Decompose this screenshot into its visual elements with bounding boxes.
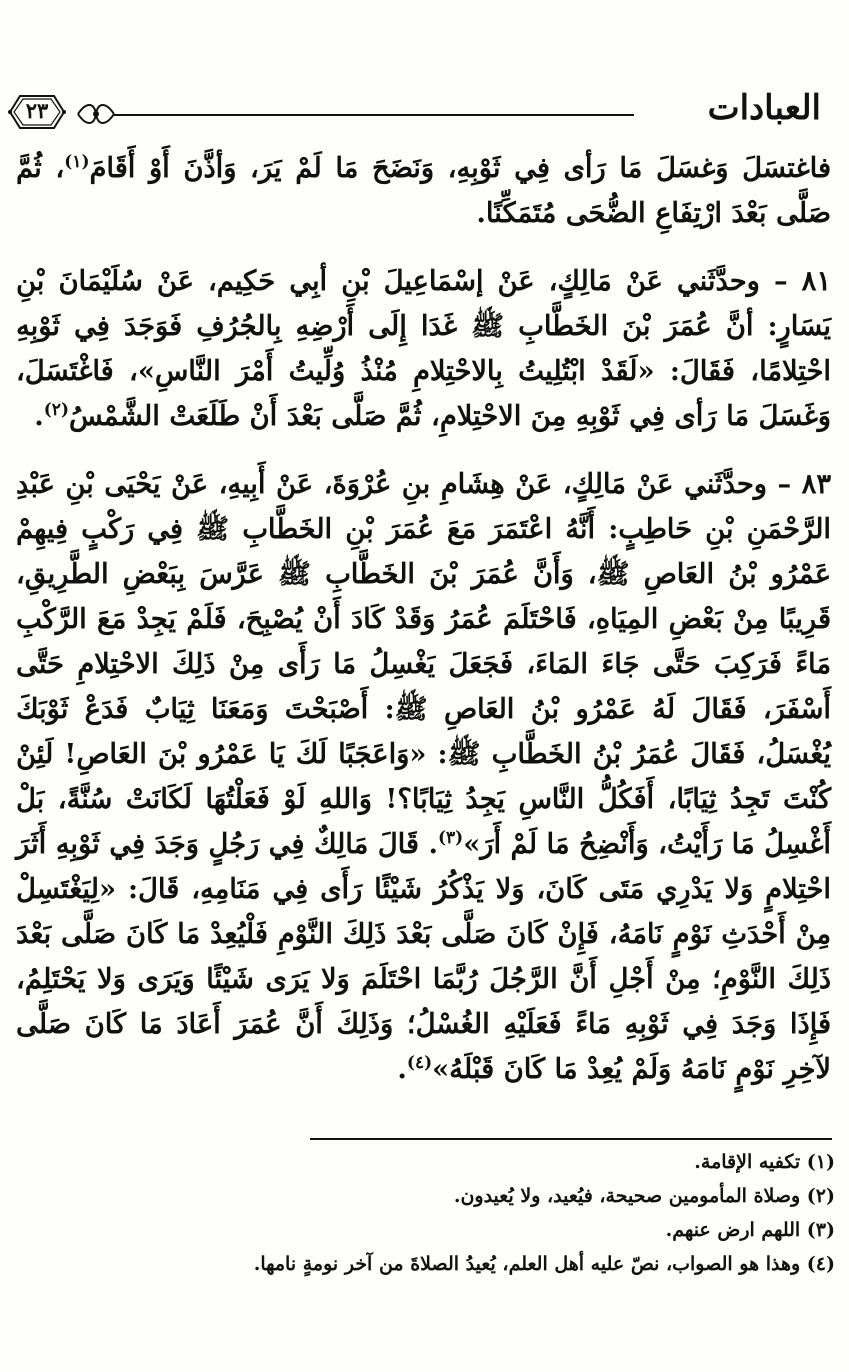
paragraph-text-end: .: [397, 1053, 407, 1085]
main-text: [16, 146, 831, 1092]
paragraph-text: فاغتسَلَ وَغسَلَ مَا رَأى فِي ثَوْبِهِ، وَنَضَحَ مَا لَمْ يَرَ، وَأذَّنَ أَوْ أَقَامَ: [89, 152, 831, 184]
footnote-2: (٢) وصلاة المأمومين صحيحة، فيُعيد، ولا يُعيدون.: [453, 1185, 835, 1207]
paragraph-text-tail: .: [34, 400, 44, 432]
footnotes: [30, 1145, 835, 1281]
paragraph-81: [16, 259, 831, 439]
paragraph-83: [16, 462, 831, 1092]
footnote-ref[interactable]: (١): [64, 151, 90, 172]
footnote-3: (٣) اللهم ارض عنهم.: [665, 1219, 835, 1241]
page-header: [6, 88, 821, 140]
flourish-icon: [76, 98, 116, 130]
footnote-ref[interactable]: (٢): [43, 399, 69, 420]
paragraph-text-tail: ، ثُمَّ صَلَّى بَعْدَ ارْتِفَاعِ الضُّحَى مُتَمَكِّنًا.: [16, 152, 831, 229]
paragraph-1: [16, 146, 831, 236]
header-rule: [114, 114, 634, 116]
paragraph-text-tail: . قَالَ مَالِكٌ فِي رَجُلٍ وَجَدَ فِي ثَوْبِهِ أَثَرَ احْتِلامٍ وَلا يَدْرِي مَتَى كَانَ، وَلا يَذْكُرُ شَيْئًا رَأَى فِي مَنَامِهِ، قَالَ: «لِيَغْتَسِلْ مِنْ أَحْدَثِ نَوْمٍ نَامَهُ، فَإِنْ كَانَ صَلَّى بَعْدَ ذَلِكَ النَّوْمِ فَلْيُعِدْ مَا كَانَ صَلَّى بَعْدَ ذَلِكَ النَّوْمِ؛ مِنْ أَجْلِ أَنَّ الرَّجُلَ رُبَّمَا احْتَلَمَ وَلا يَرَى شَيْئًا وَيَرَى وَلا يَحْتَلِمُ، فَإِذَا وَجَدَ فِي ثَوْبِهِ مَاءً فَعَلَيْهِ الغُسْلُ؛ وَذَلِكَ أَنَّ عُمَرَ أَعَادَ مَا كَانَ صَلَّى لآخِرِ نَوْمٍ نَامَهُ وَلَمْ يُعِدْ مَا كَانَ قَبْلَهُ»: [16, 828, 831, 1085]
paragraph-text: ٨١ – وحدَّثَني عَنْ مَالِكٍ، عَنْ إسْمَاعِيلَ بْنِ أبِي حَكِيم، عَنْ سُلَيْمَانَ بْنِ يَسَارٍ: أنَّ عُمَرَ بْنَ الخَطَّابِ ﷺ غَدَا إِلَى أَرْضِهِ بِالجُرُفِ فَوَجَدَ فِي ثَوْبِهِ احْتِلامًا، فَقَالَ: «لَقَدْ ابْتُلِيتُ بِالاحْتِلامِ مُنْذُ وُلِّيتُ أَمْرَ النَّاسِ»، فَاغْتَسَلَ، وَغَسَلَ مَا رَأى فِي ثَوْبِهِ مِنَ الاحْتِلامِ، ثُمَّ صَلَّى بَعْدَ أَنْ طَلَعَتْ الشَّمْسُ: [16, 265, 831, 432]
footnote-ref[interactable]: (٣): [437, 827, 464, 848]
paragraph-text: ٨٣ – وحدَّثَني عَنْ مَالِكٍ، عَنْ هِشَامِ بنِ عُرْوَةَ، عَنْ أَبِيهِ، عَنْ يَحْيَى بْنِ عَبْدِ الرَّحْمَنِ بْنِ حَاطِبٍ: أَنَّهُ اعْتَمَرَ مَعَ عُمَرَ بْنِ الخَطَّابِ ﷺ فِي رَكْبٍ فِيهِمْ عَمْرُو بْنُ العَاصِ ﷺ، وَأَنَّ عُمَرَ بْنَ الخَطَّابِ ﷺ عَرَّسَ بِبَعْضِ الطَّرِيقِ، قَرِيبًا مِنْ بَعْضِ المِيَاهِ، فَاحْتَلَمَ عُمَرُ وَقَدْ كَادَ أَنْ يُصْبِحَ، فَلَمْ يَجِدْ مَعَ الرَّكْبِ مَاءً فَرَكِبَ حَتَّى جَاءَ المَاءَ، فَجَعَلَ يَغْسِلُ مَا رَأَى مِنْ ذَلِكَ الاحْتِلامِ حَتَّى أَسْفَرَ، فَقَالَ لَهُ عَمْرُو بْنُ العَاصِ ﷺ: أَصْبَحْتَ وَمَعَنَا ثِيَابٌ فَدَعْ ثَوْبَكَ يُغْسَلُ، فَقَالَ عُمَرُ بْنُ الخَطَّابِ ﷺ: «وَاعَجَبًا لَكَ يَا عَمْرُو بْنَ العَاصِ! لَئِنْ كُنْتَ تَجِدُ ثِيَابًا، أَفَكُلُّ النَّاسِ يَجِدُ ثِيَابًا؟! وَاللهِ لَوْ فَعَلْتُهَا لَكَانَتْ سُنَّةً، بَلْ أَغْسِلُ مَا رَأَيْتُ، وَأَنْضِحُ مَا لَمْ أَرَ»: [16, 468, 831, 860]
chapter-title: العبادات: [707, 88, 821, 128]
footnote-ref[interactable]: (٤): [406, 1052, 433, 1073]
footnote-1: (١) تكفيه الإقامة.: [694, 1151, 835, 1173]
footnote-rule: [310, 1138, 832, 1140]
footnote-4: (٤) وهذا هو الصواب، نصّ عليه أهل العلم، يُعيدُ الصلاةَ من آخر نومةٍ نامها.: [253, 1253, 835, 1275]
page-number: ٢٣: [25, 98, 49, 123]
page-number-ornament: [6, 92, 68, 132]
